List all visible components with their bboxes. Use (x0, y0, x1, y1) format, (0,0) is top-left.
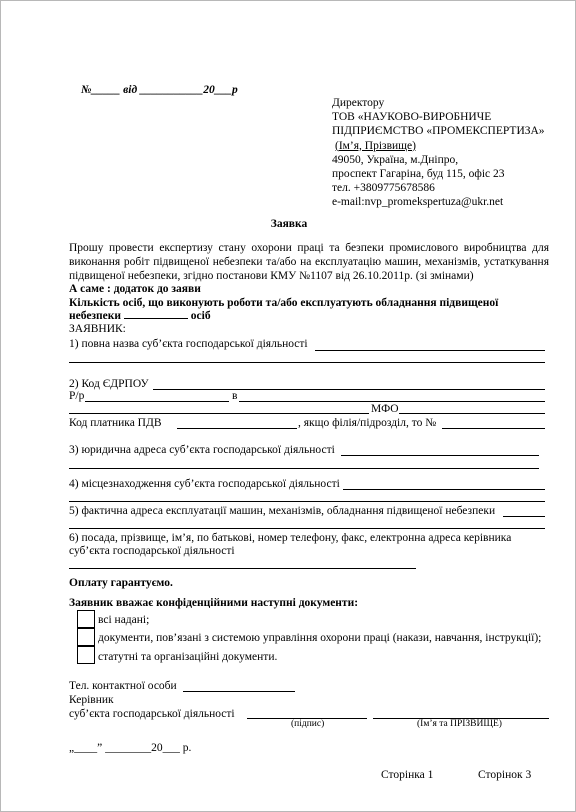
option-statutory-documents: статутні та організаційні документи. (98, 651, 278, 663)
account-input[interactable] (85, 401, 229, 402)
actual-address-input-continuation[interactable] (69, 528, 545, 529)
confidential-heading: Заявник вважає конфіденційними наступні документи: (69, 597, 359, 609)
addressee-line: ПІДПРИЄМСТВО «ПРОМЕКСПЕРТИЗА» (332, 125, 545, 138)
addressee-line: тел. +3809775678586 (332, 182, 435, 195)
field-1-input-continuation[interactable] (69, 362, 545, 363)
addressee-block (332, 96, 545, 210)
field-1-label: 1) повна назва суб’єкта господарської діяльності (69, 338, 308, 350)
branch-label: , якщо філія/підрозділ, то № (298, 417, 437, 429)
location-input-continuation[interactable] (69, 501, 545, 502)
mfo-input[interactable] (399, 413, 545, 414)
field-1-input[interactable] (315, 350, 545, 351)
persons-count-field[interactable] (124, 318, 188, 319)
date-line: „____” ________20___ р. (69, 742, 192, 754)
contact-phone-input[interactable] (183, 691, 295, 692)
checkbox-statutory-documents[interactable] (77, 646, 95, 664)
page-count: Сторінок 3 (478, 769, 532, 781)
payment-guarantee: Оплату гарантуємо. (69, 577, 173, 589)
branch-input[interactable] (442, 428, 545, 429)
manager-info-input[interactable] (69, 568, 416, 569)
field-6-label-line-2: суб’єкта господарської діяльності (69, 545, 235, 557)
location-input[interactable] (343, 489, 545, 490)
applicant-label: ЗАЯВНИК: (69, 323, 126, 335)
field-3-label: 3) юридична адреса суб’єкта господарської діяльності (69, 444, 335, 456)
actual-address-input[interactable] (503, 516, 545, 517)
signature-caption: (підпис) (291, 719, 325, 729)
vat-input[interactable] (177, 428, 297, 429)
persons-label: небезпеки (69, 310, 122, 322)
manager-label: Керівник (69, 694, 114, 706)
page-number: Сторінка 1 (381, 769, 434, 781)
intro-line-1: Прошу провести експертизу стану охорони праці та безпеки промислового виробництва для (69, 242, 549, 254)
field-6-label-line-1: 6) посада, прізвище, ім’я, по батькові, номер телефону, факс, електронна адреса керівника (69, 532, 512, 544)
bank-input-continuation[interactable] (69, 413, 369, 414)
mfo-label: МФО (371, 403, 399, 415)
addressee-line: ТОВ «НАУКОВО-ВИРОБНИЧЕ (332, 111, 492, 124)
field-2-label: 2) Код ЄДРПОУ (69, 378, 149, 390)
legal-address-input-continuation[interactable] (69, 468, 539, 469)
addressee-line: проспект Гагаріна, буд 115, офіс 23 (332, 168, 505, 181)
option-safety-documents: документи, пов’язані з системою управління охорони праці (накази, навчання, інструкції); (98, 632, 542, 644)
persons-line-1: Кількість осіб, що виконують роботи та/або експлуатують обладнання підвищеної (69, 297, 499, 309)
bank-in-label: в (232, 390, 238, 402)
document-title: Заявка (270, 218, 308, 230)
field-5-label: 5) фактична адреса експлуатації машин, механізмів, обладнання підвищеної небезпеки (69, 505, 496, 517)
vat-label: Код платника ПДВ (69, 417, 162, 429)
legal-address-input[interactable] (341, 455, 539, 456)
document-number-date: №_____ від ___________20___р (81, 84, 238, 96)
intro-line-2: виконання робіт підвищеної небезпеки та/або на експлуатацію машин, механізмів, устаткування (69, 256, 549, 268)
checkbox-safety-documents[interactable] (77, 628, 95, 646)
intro-line-3: підвищеної небезпеки, згідно постанови КМУ №1107 від 26.10.2011р. (зі змінами) (69, 270, 474, 282)
field-4-label: 4) місцезнаходження суб’єкта господарської діяльності (69, 478, 340, 490)
addressee-line: 49050, Україна, м.Дніпро, (332, 153, 459, 166)
addressee-line: e-mail:nvp_promekspertuza@ukr.net (332, 196, 504, 209)
option-all-documents: всі надані; (98, 614, 150, 626)
name-caption: (Ім’я та ПРІЗВИЩЕ) (417, 719, 502, 729)
checkbox-all-documents[interactable] (77, 610, 95, 628)
persons-unit: осіб (190, 310, 211, 322)
account-label: Р/р (69, 390, 85, 402)
addressee-line: Директору (332, 97, 385, 109)
manager-entity-label: суб’єкта господарської діяльності (69, 708, 235, 720)
contact-phone-label: Тел. контактної особи (69, 680, 177, 692)
edrpou-input[interactable] (153, 389, 545, 390)
attachment-line: А саме : додаток до заяви (69, 283, 201, 295)
addressee-line: (Ім’я, Прізвище) (335, 139, 416, 152)
